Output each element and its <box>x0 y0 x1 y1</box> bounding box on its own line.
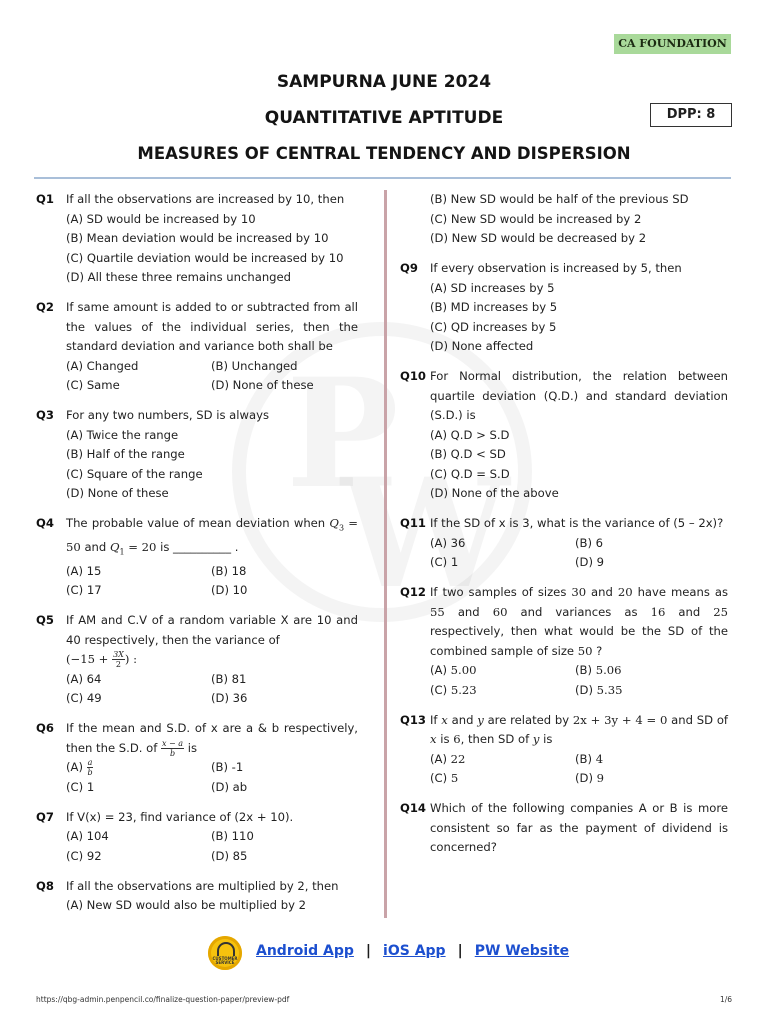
question-text-part: and SD of <box>667 712 729 727</box>
option-value: 4 <box>595 751 604 766</box>
question-number: Q1 <box>36 192 54 206</box>
question-number: Q13 <box>400 712 426 727</box>
question-text <box>66 514 358 562</box>
question-text-part: is <box>436 732 454 746</box>
question-1 <box>36 190 358 288</box>
option-a: (A) 15 <box>66 563 102 578</box>
math-fraction <box>112 650 125 669</box>
math-value: 30 <box>571 585 587 599</box>
question-text <box>430 711 728 750</box>
option-label: (D) <box>575 771 597 785</box>
math-part: (−15 + <box>66 652 113 667</box>
option-b <box>575 750 728 770</box>
option-label: (A) <box>430 663 451 677</box>
option-a <box>430 661 575 681</box>
option-d: (D) New SD would be decreased by 2 <box>430 231 647 245</box>
question-12 <box>400 583 728 700</box>
option-a: (A) Twice the range <box>66 427 179 442</box>
math-sub: 1 <box>119 547 125 557</box>
link-separator: | <box>365 943 372 959</box>
fraction-numerator: x − a <box>161 738 184 748</box>
question-number: Q2 <box>36 300 54 314</box>
math-q3: Q <box>329 516 339 530</box>
math-equation: 2x + 3y + 4 = 0 <box>572 712 668 727</box>
option-label: (C) <box>430 682 451 697</box>
question-number: Q11 <box>400 516 426 530</box>
option-c: (C) Same <box>66 378 120 392</box>
question-5 <box>36 611 358 709</box>
question-13 <box>400 711 728 789</box>
math-q1: Q <box>109 539 120 554</box>
option-value: 5.23 <box>450 682 477 697</box>
option-b: (B) 110 <box>211 829 254 844</box>
math-expression <box>66 650 358 670</box>
option-a: (A) Q.D > S.D <box>430 427 510 442</box>
option-label: (A) <box>66 760 87 775</box>
subject-title: QUANTITATIVE APTITUDE <box>264 108 504 128</box>
question-number: Q12 <box>400 585 426 599</box>
question-text-part: and <box>444 604 493 619</box>
math-part: ) : <box>124 652 137 667</box>
question-number: Q9 <box>400 261 418 275</box>
question-text: For any two numbers, SD is always <box>66 408 269 422</box>
question-text-part: and variances as <box>507 604 651 619</box>
option-label: (B) <box>575 751 596 766</box>
option-d: (D) None of these <box>211 378 314 392</box>
option-b: (B) Mean deviation would be increased by 10 <box>66 231 329 245</box>
question-6 <box>36 719 358 797</box>
question-text-part: is <box>539 732 553 746</box>
option-c: (C) 92 <box>66 848 102 863</box>
question-text <box>66 719 358 758</box>
option-b: (B) Unchanged <box>211 358 298 373</box>
option-label: (C) <box>430 771 451 785</box>
question-4 <box>36 514 358 601</box>
option-b: (B) MD increases by 5 <box>430 300 558 314</box>
question-text: If all the observations are multiplied by 2, then <box>66 878 339 893</box>
question-8 <box>36 877 358 916</box>
option-b: (B) Half of the range <box>66 447 185 461</box>
question-text: If all the observations are increased by 10, then <box>66 192 345 206</box>
option-a: (A) SD would be increased by 10 <box>66 211 256 226</box>
question-number: Q10 <box>400 369 426 383</box>
math-var: y <box>477 712 484 727</box>
option-c: (C) 49 <box>66 691 102 706</box>
left-column <box>36 190 358 926</box>
question-text-part: The probable value of mean deviation when <box>66 516 326 530</box>
question-10 <box>400 367 728 504</box>
option-c: (C) QD increases by 5 <box>430 319 557 334</box>
math-value: = 50 <box>66 516 358 554</box>
option-c: (C) Square of the range <box>66 466 203 481</box>
math-var: x <box>430 732 437 746</box>
question-text: If every observation is increased by 5, then <box>430 261 682 275</box>
option-b: (B) 81 <box>211 671 247 686</box>
math-fraction <box>161 739 184 758</box>
question-11 <box>400 514 728 573</box>
option-a: (A) 64 <box>66 671 102 686</box>
option-b: (B) 18 <box>211 563 247 578</box>
math-value: 20 <box>617 585 633 599</box>
math-value: 60 <box>492 604 508 619</box>
pw-website-link[interactable]: PW Website <box>474 943 570 959</box>
question-8-continued <box>400 190 728 249</box>
option-b: (B) New SD would be half of the previous SD <box>430 192 689 206</box>
option-b <box>575 661 728 681</box>
option-d: (D) All these three remains unchanged <box>66 270 292 284</box>
headset-icon <box>217 942 235 956</box>
ios-app-link[interactable]: iOS App <box>383 943 446 959</box>
footer <box>0 936 768 970</box>
question-text: If the SD of x is 3, what is the variance of (5 – 2x)? <box>430 516 724 530</box>
course-badge: CA FOUNDATION <box>614 34 731 54</box>
question-2 <box>36 298 358 396</box>
question-number: Q6 <box>36 721 54 736</box>
question-number: Q7 <box>36 809 54 824</box>
math-value: 16 <box>650 604 666 619</box>
option-value: 5.35 <box>596 682 623 697</box>
option-b: (B) 6 <box>575 535 604 550</box>
option-d <box>575 681 728 701</box>
option-c: (C) 1 <box>430 555 459 569</box>
option-d: (D) None of these <box>66 486 169 500</box>
option-value: 5.00 <box>450 663 477 677</box>
option-label: (B) <box>575 663 596 677</box>
option-c: (C) Q.D = S.D <box>430 466 510 481</box>
question-14 <box>400 799 728 858</box>
option-b: (B) -1 <box>211 760 244 775</box>
fraction-numerator: 3X <box>113 650 124 660</box>
question-text: For Normal distribution, the relation between quartile deviation (Q.D.) and standard deviation (S.D.) is <box>430 369 728 422</box>
math-value: = 20 <box>124 539 157 554</box>
option-d <box>575 769 728 789</box>
option-b: (B) Q.D < SD <box>430 447 506 461</box>
question-number: Q4 <box>36 516 54 530</box>
question-text-part: and <box>665 604 714 619</box>
question-text-part: respectively, then what would be the SD of the combined sample of size <box>430 624 728 658</box>
question-text: If same amount is added to or subtracted from all the values of the individual series, then the standard deviation and variance both shall be <box>66 300 358 353</box>
question-number: Q5 <box>36 613 54 628</box>
math-value: 55 <box>430 604 445 619</box>
option-d: (D) 10 <box>211 583 248 598</box>
fraction-denominator: b <box>169 748 176 758</box>
option-c: (C) 1 <box>66 779 95 794</box>
logo-text: CUSTOMER SERVICE <box>212 956 238 965</box>
option-c: (C) 17 <box>66 583 102 598</box>
option-a: (A) SD increases by 5 <box>430 280 555 295</box>
fraction-numerator: a <box>87 758 93 768</box>
option-c <box>430 769 575 789</box>
question-number: Q8 <box>36 878 54 893</box>
page-number: 1/6 <box>720 995 733 1004</box>
question-text-part: If <box>430 712 442 727</box>
question-number: Q3 <box>36 408 54 422</box>
option-a <box>430 750 575 770</box>
option-value: 5.06 <box>595 663 622 677</box>
option-value: 5 <box>450 771 459 785</box>
fraction-denominator: b <box>87 768 93 778</box>
option-a: (A) Changed <box>66 358 139 373</box>
question-9 <box>400 259 728 357</box>
math-value: 50 <box>577 643 593 658</box>
option-a: (A) 104 <box>66 829 109 844</box>
question-text-part: If two samples of sizes <box>430 585 572 599</box>
option-d: (D) None of the above <box>430 486 559 500</box>
question-7 <box>36 808 358 867</box>
question-text-part: and <box>447 712 478 727</box>
option-c <box>430 681 575 701</box>
option-d: (D) ab <box>211 779 248 794</box>
option-label: (A) <box>430 751 451 766</box>
question-text-part: ? <box>592 643 603 658</box>
header-divider <box>34 177 731 179</box>
customer-service-logo-icon <box>208 936 242 970</box>
dpp-number-box: DPP: 8 <box>650 103 732 127</box>
option-a: (A) 36 <box>430 535 466 550</box>
footer-links <box>256 943 569 959</box>
question-text-part: and <box>80 539 110 554</box>
column-divider <box>384 190 387 918</box>
option-a <box>66 758 211 778</box>
question-text: If V(x) = 23, find variance of (2x + 10). <box>66 809 294 824</box>
question-text-part: If the mean and S.D. of x are a & b respectively, then the S.D. of <box>66 721 358 755</box>
option-d: (D) 36 <box>211 691 248 706</box>
link-separator: | <box>457 943 463 959</box>
question-text-part: , then SD of <box>460 732 533 746</box>
question-text-part: have means as <box>632 585 729 599</box>
question-text-part: and <box>586 585 618 599</box>
question-text-part: is <box>184 740 198 755</box>
question-number: Q14 <box>400 801 426 815</box>
chapter-title: MEASURES OF CENTRAL TENDENCY AND DISPERSION <box>137 144 631 163</box>
option-value: 22 <box>450 751 466 766</box>
option-d: (D) 9 <box>575 555 605 569</box>
math-value: 25 <box>713 604 729 619</box>
option-a: (A) New SD would also be multiplied by 2 <box>66 898 307 913</box>
math-value: 6 <box>453 732 461 746</box>
page-title: SAMPURNA JUNE 2024 <box>276 72 492 92</box>
question-text <box>430 583 728 661</box>
option-c: (C) New SD would be increased by 2 <box>430 211 642 226</box>
option-c: (C) Quartile deviation would be increased by 10 <box>66 250 344 265</box>
page-url: https://qbg-admin.penpencil.co/finalize-question-paper/preview-pdf <box>36 995 290 1004</box>
option-d: (D) None affected <box>430 339 534 353</box>
math-var: y <box>532 732 540 746</box>
option-value: 9 <box>596 771 605 785</box>
math-sub: 3 <box>338 523 345 533</box>
math-fraction <box>87 758 94 777</box>
math-var: x <box>441 712 448 727</box>
option-label: (D) <box>575 682 597 697</box>
right-column <box>400 190 728 868</box>
question-text: Which of the following companies A or B is more consistent so far as the payment of dividend is concerned? <box>430 801 728 854</box>
android-app-link[interactable]: Android App <box>256 943 354 959</box>
answer-blank: is __________ . <box>156 539 239 554</box>
question-text: If AM and C.V of a random variable X are 10 and 40 respectively, then the variance of <box>66 613 358 647</box>
question-text-part: are related by <box>483 712 573 727</box>
option-d: (D) 85 <box>211 848 248 863</box>
question-3 <box>36 406 358 504</box>
fraction-denominator: 2 <box>115 660 122 670</box>
